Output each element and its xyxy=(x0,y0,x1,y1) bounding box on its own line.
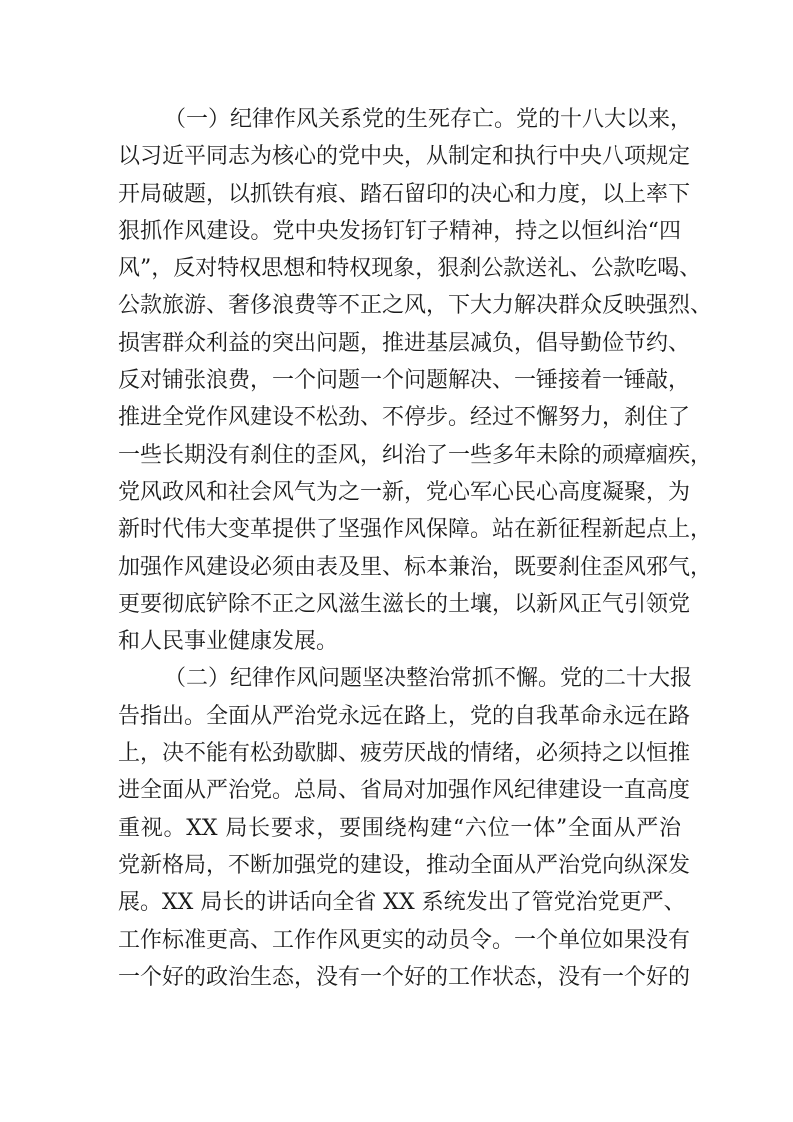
text-line: 开局破题，以抓铁有痕、踏石留印的决心和力度，以上率下 xyxy=(118,181,691,207)
paragraph-discipline-style-life-death xyxy=(118,101,713,660)
text-line: 狠抓作风建设。党中央发扬钉钉子精神，持之以恒纠治“四 xyxy=(118,218,681,244)
paragraph-heading-line: （二）纪律作风问题坚决整治常抓不懈。党的二十大报 xyxy=(164,666,693,692)
text-line: 反对铺张浪费，一个问题一个问题解决、一锤接着一锤敲， xyxy=(118,368,691,394)
text-line: 更要彻底铲除不正之风滋生滋长的土壤，以新风正气引领党 xyxy=(118,591,691,617)
text-line: 一些长期没有刹住的歪风，纠治了一些多年未除的顽瘴痼疾， xyxy=(118,442,713,468)
text-line: 重视。XX 局长要求，要围绕构建“六位一体”全面从严治 xyxy=(118,815,681,841)
text-line: 风”，反对特权思想和特权现象，狠刹公款送礼、公款吃喝、 xyxy=(118,256,702,282)
text-line: 新时代伟大变革提供了坚强作风保障。站在新征程新起点上， xyxy=(118,517,713,543)
paragraph-discipline-rectification xyxy=(118,660,693,996)
text-line: 公款旅游、奢侈浪费等不正之风，下大力解决群众反映强烈、 xyxy=(118,293,713,319)
text-line: 以习近平同志为核心的党中央，从制定和执行中央八项规定 xyxy=(118,144,691,170)
document-page xyxy=(118,101,713,996)
paragraph-heading-line: （一）纪律作风关系党的生死存亡。党的十八大以来， xyxy=(164,107,693,132)
text-line: 党新格局，不断加强党的建设，推动全面从严治党向纵深发 xyxy=(118,852,691,878)
text-line: 进全面从严治党。总局、省局对加强作风纪律建设一直高度 xyxy=(118,778,691,804)
text-line: 党风政风和社会风气为之一新，党心军心民心高度凝聚，为 xyxy=(118,479,691,505)
text-line: 加强作风建设必须由表及里、标本兼治，既要刹住歪风邪气， xyxy=(118,554,713,580)
text-line: 工作标准更高、工作作风更实的动员令。一个单位如果没有 xyxy=(118,927,691,953)
text-line: 展。XX 局长的讲话向全省 XX 系统发出了管党治党更严、 xyxy=(118,890,686,916)
text-line: 推进全党作风建设不松劲、不停步。经过不懈努力，刹住了 xyxy=(118,405,691,431)
text-line: 损害群众利益的突出问题，推进基层减负，倡导勤俭节约、 xyxy=(118,330,691,356)
text-line: 上，决不能有松劲歇脚、疲劳厌战的情绪，必须持之以恒推 xyxy=(118,741,691,767)
text-line: 和人民事业健康发展。 xyxy=(118,629,339,655)
text-line: 一个好的政治生态，没有一个好的工作状态，没有一个好的 xyxy=(118,964,691,990)
text-line: 告指出。全面从严治党永远在路上，党的自我革命永远在路 xyxy=(118,703,691,729)
